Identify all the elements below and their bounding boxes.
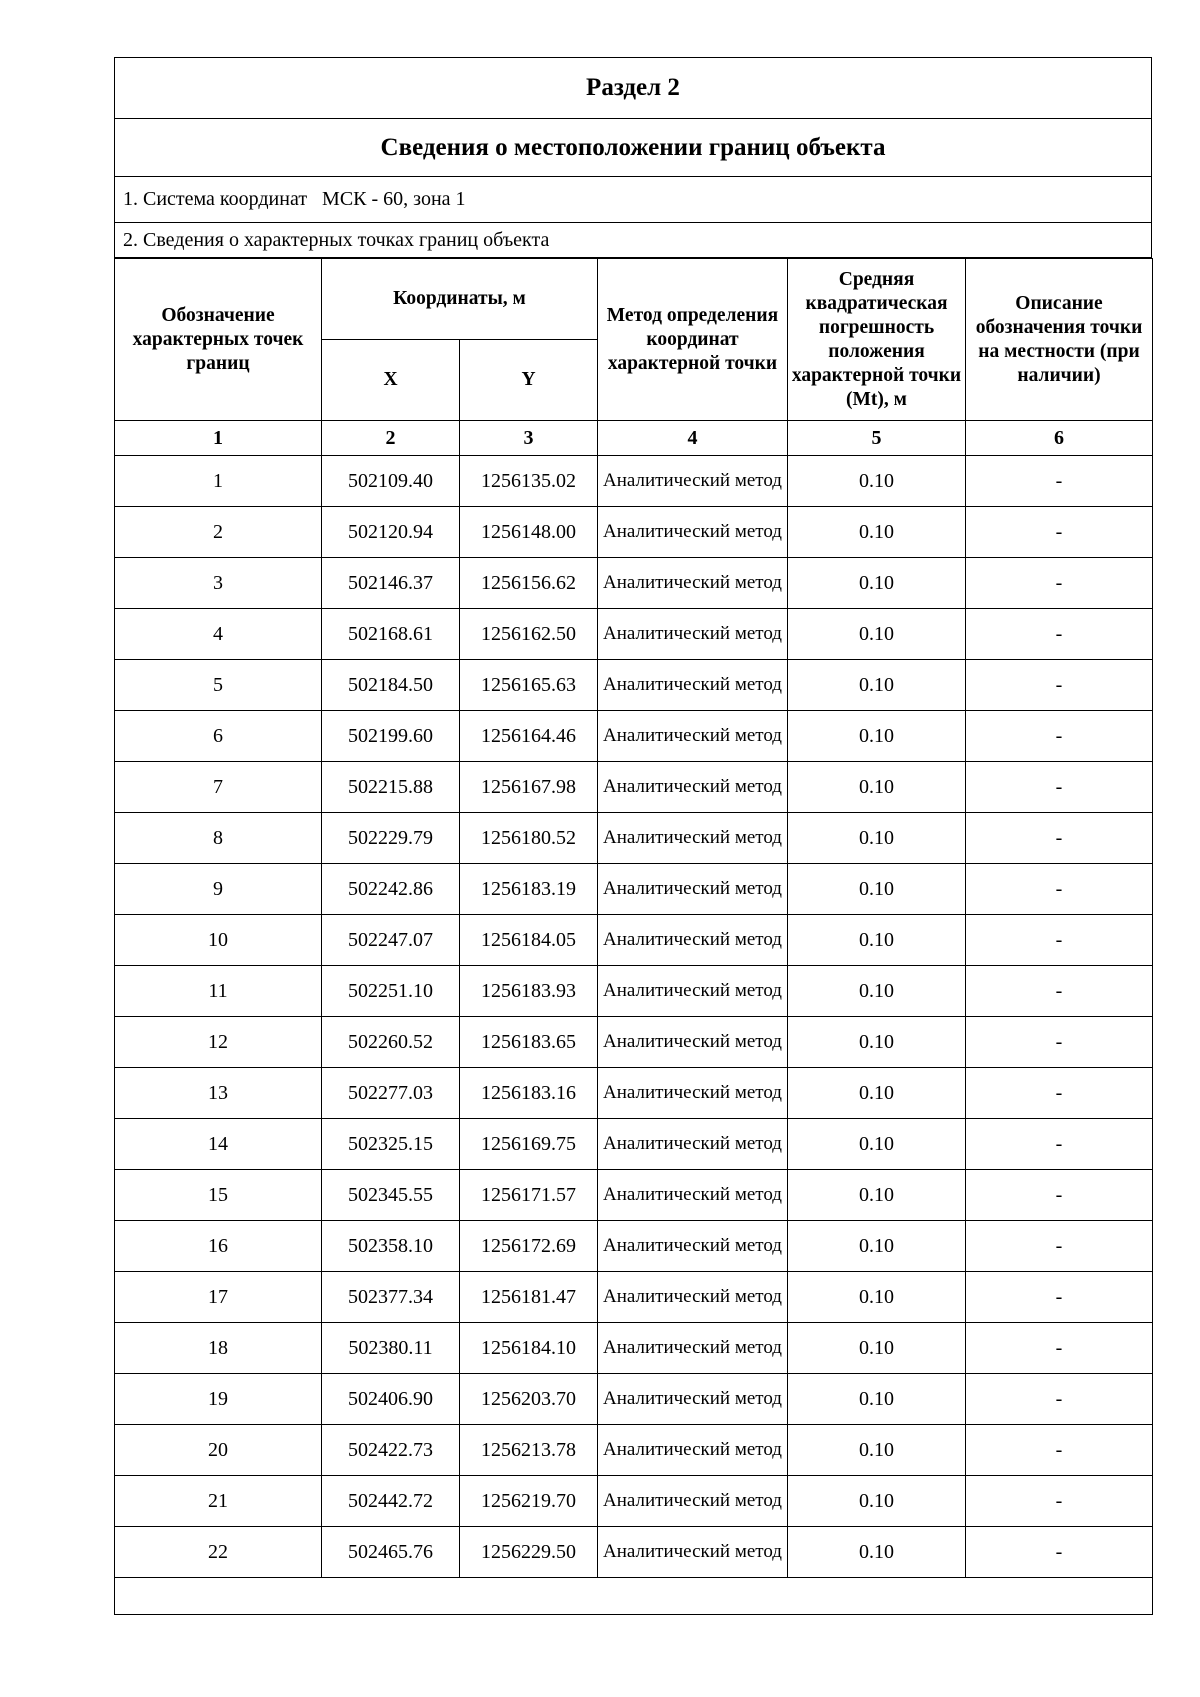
- method-cell: Аналитический метод: [598, 915, 788, 966]
- description-cell: -: [966, 1170, 1153, 1221]
- method-cell: Аналитический метод: [598, 966, 788, 1017]
- error-cell: 0.10: [788, 1017, 966, 1068]
- x-coordinate-cell: 502251.10: [322, 966, 460, 1017]
- table-row: [115, 1119, 1153, 1170]
- column-number: 4: [598, 421, 788, 456]
- error-cell: 0.10: [788, 1425, 966, 1476]
- point-number-cell: 4: [115, 609, 322, 660]
- table-row: [115, 609, 1153, 660]
- column-number: 3: [460, 421, 598, 456]
- y-coordinate-cell: 1256183.16: [460, 1068, 598, 1119]
- table-row: [115, 1374, 1153, 1425]
- empty-row: [115, 1578, 1153, 1615]
- method-cell: Аналитический метод: [598, 609, 788, 660]
- table-row: [115, 1068, 1153, 1119]
- method-cell: Аналитический метод: [598, 1068, 788, 1119]
- y-coordinate-cell: 1256229.50: [460, 1527, 598, 1578]
- x-coordinate-cell: 502277.03: [322, 1068, 460, 1119]
- x-coordinate-cell: 502442.72: [322, 1476, 460, 1527]
- y-coordinate-cell: 1256156.62: [460, 558, 598, 609]
- header-error: Средняя квадратическая погрешность положения характерной точки (Mt), м: [788, 259, 966, 421]
- method-cell: Аналитический метод: [598, 507, 788, 558]
- error-cell: 0.10: [788, 1170, 966, 1221]
- point-number-cell: 19: [115, 1374, 322, 1425]
- y-coordinate-cell: 1256162.50: [460, 609, 598, 660]
- y-coordinate-cell: 1256213.78: [460, 1425, 598, 1476]
- point-number-cell: 16: [115, 1221, 322, 1272]
- method-cell: Аналитический метод: [598, 864, 788, 915]
- description-cell: -: [966, 864, 1153, 915]
- header-designation: Обозначение характерных точек границ: [115, 259, 322, 421]
- description-cell: -: [966, 1374, 1153, 1425]
- description-cell: -: [966, 1476, 1153, 1527]
- header-description: Описание обозначения точки на местности (при наличии): [966, 259, 1153, 421]
- boundary-points-table: [114, 258, 1153, 1615]
- method-cell: Аналитический метод: [598, 1221, 788, 1272]
- point-number-cell: 2: [115, 507, 322, 558]
- point-number-cell: 5: [115, 660, 322, 711]
- header-y: Y: [460, 340, 598, 421]
- description-cell: -: [966, 1527, 1153, 1578]
- header-method: Метод определения координат характерной точки: [598, 259, 788, 421]
- description-cell: -: [966, 711, 1153, 762]
- x-coordinate-cell: 502229.79: [322, 813, 460, 864]
- point-number-cell: 1: [115, 456, 322, 507]
- table-row: [115, 1527, 1153, 1578]
- table-row: [115, 1221, 1153, 1272]
- method-cell: Аналитический метод: [598, 558, 788, 609]
- error-cell: 0.10: [788, 813, 966, 864]
- error-cell: 0.10: [788, 1221, 966, 1272]
- document-frame: [114, 57, 1152, 1615]
- error-cell: 0.10: [788, 609, 966, 660]
- point-number-cell: 9: [115, 864, 322, 915]
- x-coordinate-cell: 502465.76: [322, 1527, 460, 1578]
- method-cell: Аналитический метод: [598, 1119, 788, 1170]
- section-title: Раздел 2: [114, 57, 1152, 119]
- description-cell: -: [966, 1119, 1153, 1170]
- y-coordinate-cell: 1256164.46: [460, 711, 598, 762]
- x-coordinate-cell: 502242.86: [322, 864, 460, 915]
- x-coordinate-cell: 502247.07: [322, 915, 460, 966]
- y-coordinate-cell: 1256180.52: [460, 813, 598, 864]
- description-cell: -: [966, 1425, 1153, 1476]
- table-row: [115, 1425, 1153, 1476]
- description-cell: -: [966, 558, 1153, 609]
- column-number: 5: [788, 421, 966, 456]
- error-cell: 0.10: [788, 1476, 966, 1527]
- x-coordinate-cell: 502168.61: [322, 609, 460, 660]
- y-coordinate-cell: 1256183.93: [460, 966, 598, 1017]
- error-cell: 0.10: [788, 711, 966, 762]
- table-row: [115, 1272, 1153, 1323]
- error-cell: 0.10: [788, 864, 966, 915]
- header-coordinates: Координаты, м: [322, 259, 598, 340]
- method-cell: Аналитический метод: [598, 1476, 788, 1527]
- x-coordinate-cell: 502345.55: [322, 1170, 460, 1221]
- table-row: [115, 1476, 1153, 1527]
- y-coordinate-cell: 1256184.10: [460, 1323, 598, 1374]
- description-cell: -: [966, 966, 1153, 1017]
- method-cell: Аналитический метод: [598, 660, 788, 711]
- point-number-cell: 20: [115, 1425, 322, 1476]
- y-coordinate-cell: 1256148.00: [460, 507, 598, 558]
- table-row: [115, 558, 1153, 609]
- table-row: [115, 507, 1153, 558]
- point-number-cell: 6: [115, 711, 322, 762]
- points-heading: 2. Сведения о характерных точках границ объекта: [114, 223, 1152, 258]
- point-number-cell: 17: [115, 1272, 322, 1323]
- x-coordinate-cell: 502184.50: [322, 660, 460, 711]
- table-row: [115, 762, 1153, 813]
- column-number: 2: [322, 421, 460, 456]
- error-cell: 0.10: [788, 1068, 966, 1119]
- empty-cell: [115, 1578, 1153, 1615]
- description-cell: -: [966, 507, 1153, 558]
- error-cell: 0.10: [788, 915, 966, 966]
- table-row: [115, 915, 1153, 966]
- x-coordinate-cell: 502406.90: [322, 1374, 460, 1425]
- y-coordinate-cell: 1256219.70: [460, 1476, 598, 1527]
- description-cell: -: [966, 762, 1153, 813]
- y-coordinate-cell: 1256183.19: [460, 864, 598, 915]
- column-numbers-row: [115, 421, 1153, 456]
- header-x: X: [322, 340, 460, 421]
- method-cell: Аналитический метод: [598, 456, 788, 507]
- error-cell: 0.10: [788, 1119, 966, 1170]
- method-cell: Аналитический метод: [598, 1170, 788, 1221]
- table-row: [115, 1170, 1153, 1221]
- description-cell: -: [966, 915, 1153, 966]
- y-coordinate-cell: 1256135.02: [460, 456, 598, 507]
- method-cell: Аналитический метод: [598, 1374, 788, 1425]
- method-cell: Аналитический метод: [598, 762, 788, 813]
- table-row: [115, 711, 1153, 762]
- y-coordinate-cell: 1256172.69: [460, 1221, 598, 1272]
- point-number-cell: 15: [115, 1170, 322, 1221]
- x-coordinate-cell: 502215.88: [322, 762, 460, 813]
- method-cell: Аналитический метод: [598, 1527, 788, 1578]
- point-number-cell: 18: [115, 1323, 322, 1374]
- description-cell: -: [966, 1068, 1153, 1119]
- y-coordinate-cell: 1256184.05: [460, 915, 598, 966]
- y-coordinate-cell: 1256165.63: [460, 660, 598, 711]
- y-coordinate-cell: 1256169.75: [460, 1119, 598, 1170]
- method-cell: Аналитический метод: [598, 1272, 788, 1323]
- x-coordinate-cell: 502199.60: [322, 711, 460, 762]
- error-cell: 0.10: [788, 966, 966, 1017]
- table-row: [115, 966, 1153, 1017]
- description-cell: -: [966, 813, 1153, 864]
- error-cell: 0.10: [788, 558, 966, 609]
- description-cell: -: [966, 1221, 1153, 1272]
- method-cell: Аналитический метод: [598, 1017, 788, 1068]
- y-coordinate-cell: 1256167.98: [460, 762, 598, 813]
- table-row: [115, 1017, 1153, 1068]
- y-coordinate-cell: 1256171.57: [460, 1170, 598, 1221]
- description-cell: -: [966, 456, 1153, 507]
- description-cell: -: [966, 1272, 1153, 1323]
- x-coordinate-cell: 502260.52: [322, 1017, 460, 1068]
- y-coordinate-cell: 1256203.70: [460, 1374, 598, 1425]
- x-coordinate-cell: 502120.94: [322, 507, 460, 558]
- point-number-cell: 8: [115, 813, 322, 864]
- error-cell: 0.10: [788, 1374, 966, 1425]
- error-cell: 0.10: [788, 1323, 966, 1374]
- table-row: [115, 456, 1153, 507]
- table-row: [115, 864, 1153, 915]
- method-cell: Аналитический метод: [598, 813, 788, 864]
- point-number-cell: 7: [115, 762, 322, 813]
- point-number-cell: 12: [115, 1017, 322, 1068]
- x-coordinate-cell: 502109.40: [322, 456, 460, 507]
- method-cell: Аналитический метод: [598, 711, 788, 762]
- y-coordinate-cell: 1256181.47: [460, 1272, 598, 1323]
- x-coordinate-cell: 502422.73: [322, 1425, 460, 1476]
- point-number-cell: 3: [115, 558, 322, 609]
- table-body: [115, 456, 1153, 1615]
- point-number-cell: 14: [115, 1119, 322, 1170]
- table-row: [115, 813, 1153, 864]
- error-cell: 0.10: [788, 456, 966, 507]
- x-coordinate-cell: 502380.11: [322, 1323, 460, 1374]
- point-number-cell: 11: [115, 966, 322, 1017]
- column-number: 1: [115, 421, 322, 456]
- point-number-cell: 10: [115, 915, 322, 966]
- point-number-cell: 13: [115, 1068, 322, 1119]
- x-coordinate-cell: 502358.10: [322, 1221, 460, 1272]
- error-cell: 0.10: [788, 1527, 966, 1578]
- error-cell: 0.10: [788, 1272, 966, 1323]
- table-row: [115, 1323, 1153, 1374]
- column-number: 6: [966, 421, 1153, 456]
- description-cell: -: [966, 1323, 1153, 1374]
- x-coordinate-cell: 502377.34: [322, 1272, 460, 1323]
- description-cell: -: [966, 660, 1153, 711]
- error-cell: 0.10: [788, 762, 966, 813]
- coordinate-system-line: 1. Система координат МСК - 60, зона 1: [114, 177, 1152, 223]
- y-coordinate-cell: 1256183.65: [460, 1017, 598, 1068]
- description-cell: -: [966, 609, 1153, 660]
- point-number-cell: 22: [115, 1527, 322, 1578]
- section-subtitle: Сведения о местоположении границ объекта: [114, 119, 1152, 177]
- x-coordinate-cell: 502325.15: [322, 1119, 460, 1170]
- method-cell: Аналитический метод: [598, 1323, 788, 1374]
- method-cell: Аналитический метод: [598, 1425, 788, 1476]
- x-coordinate-cell: 502146.37: [322, 558, 460, 609]
- description-cell: -: [966, 1017, 1153, 1068]
- error-cell: 0.10: [788, 660, 966, 711]
- point-number-cell: 21: [115, 1476, 322, 1527]
- error-cell: 0.10: [788, 507, 966, 558]
- table-row: [115, 660, 1153, 711]
